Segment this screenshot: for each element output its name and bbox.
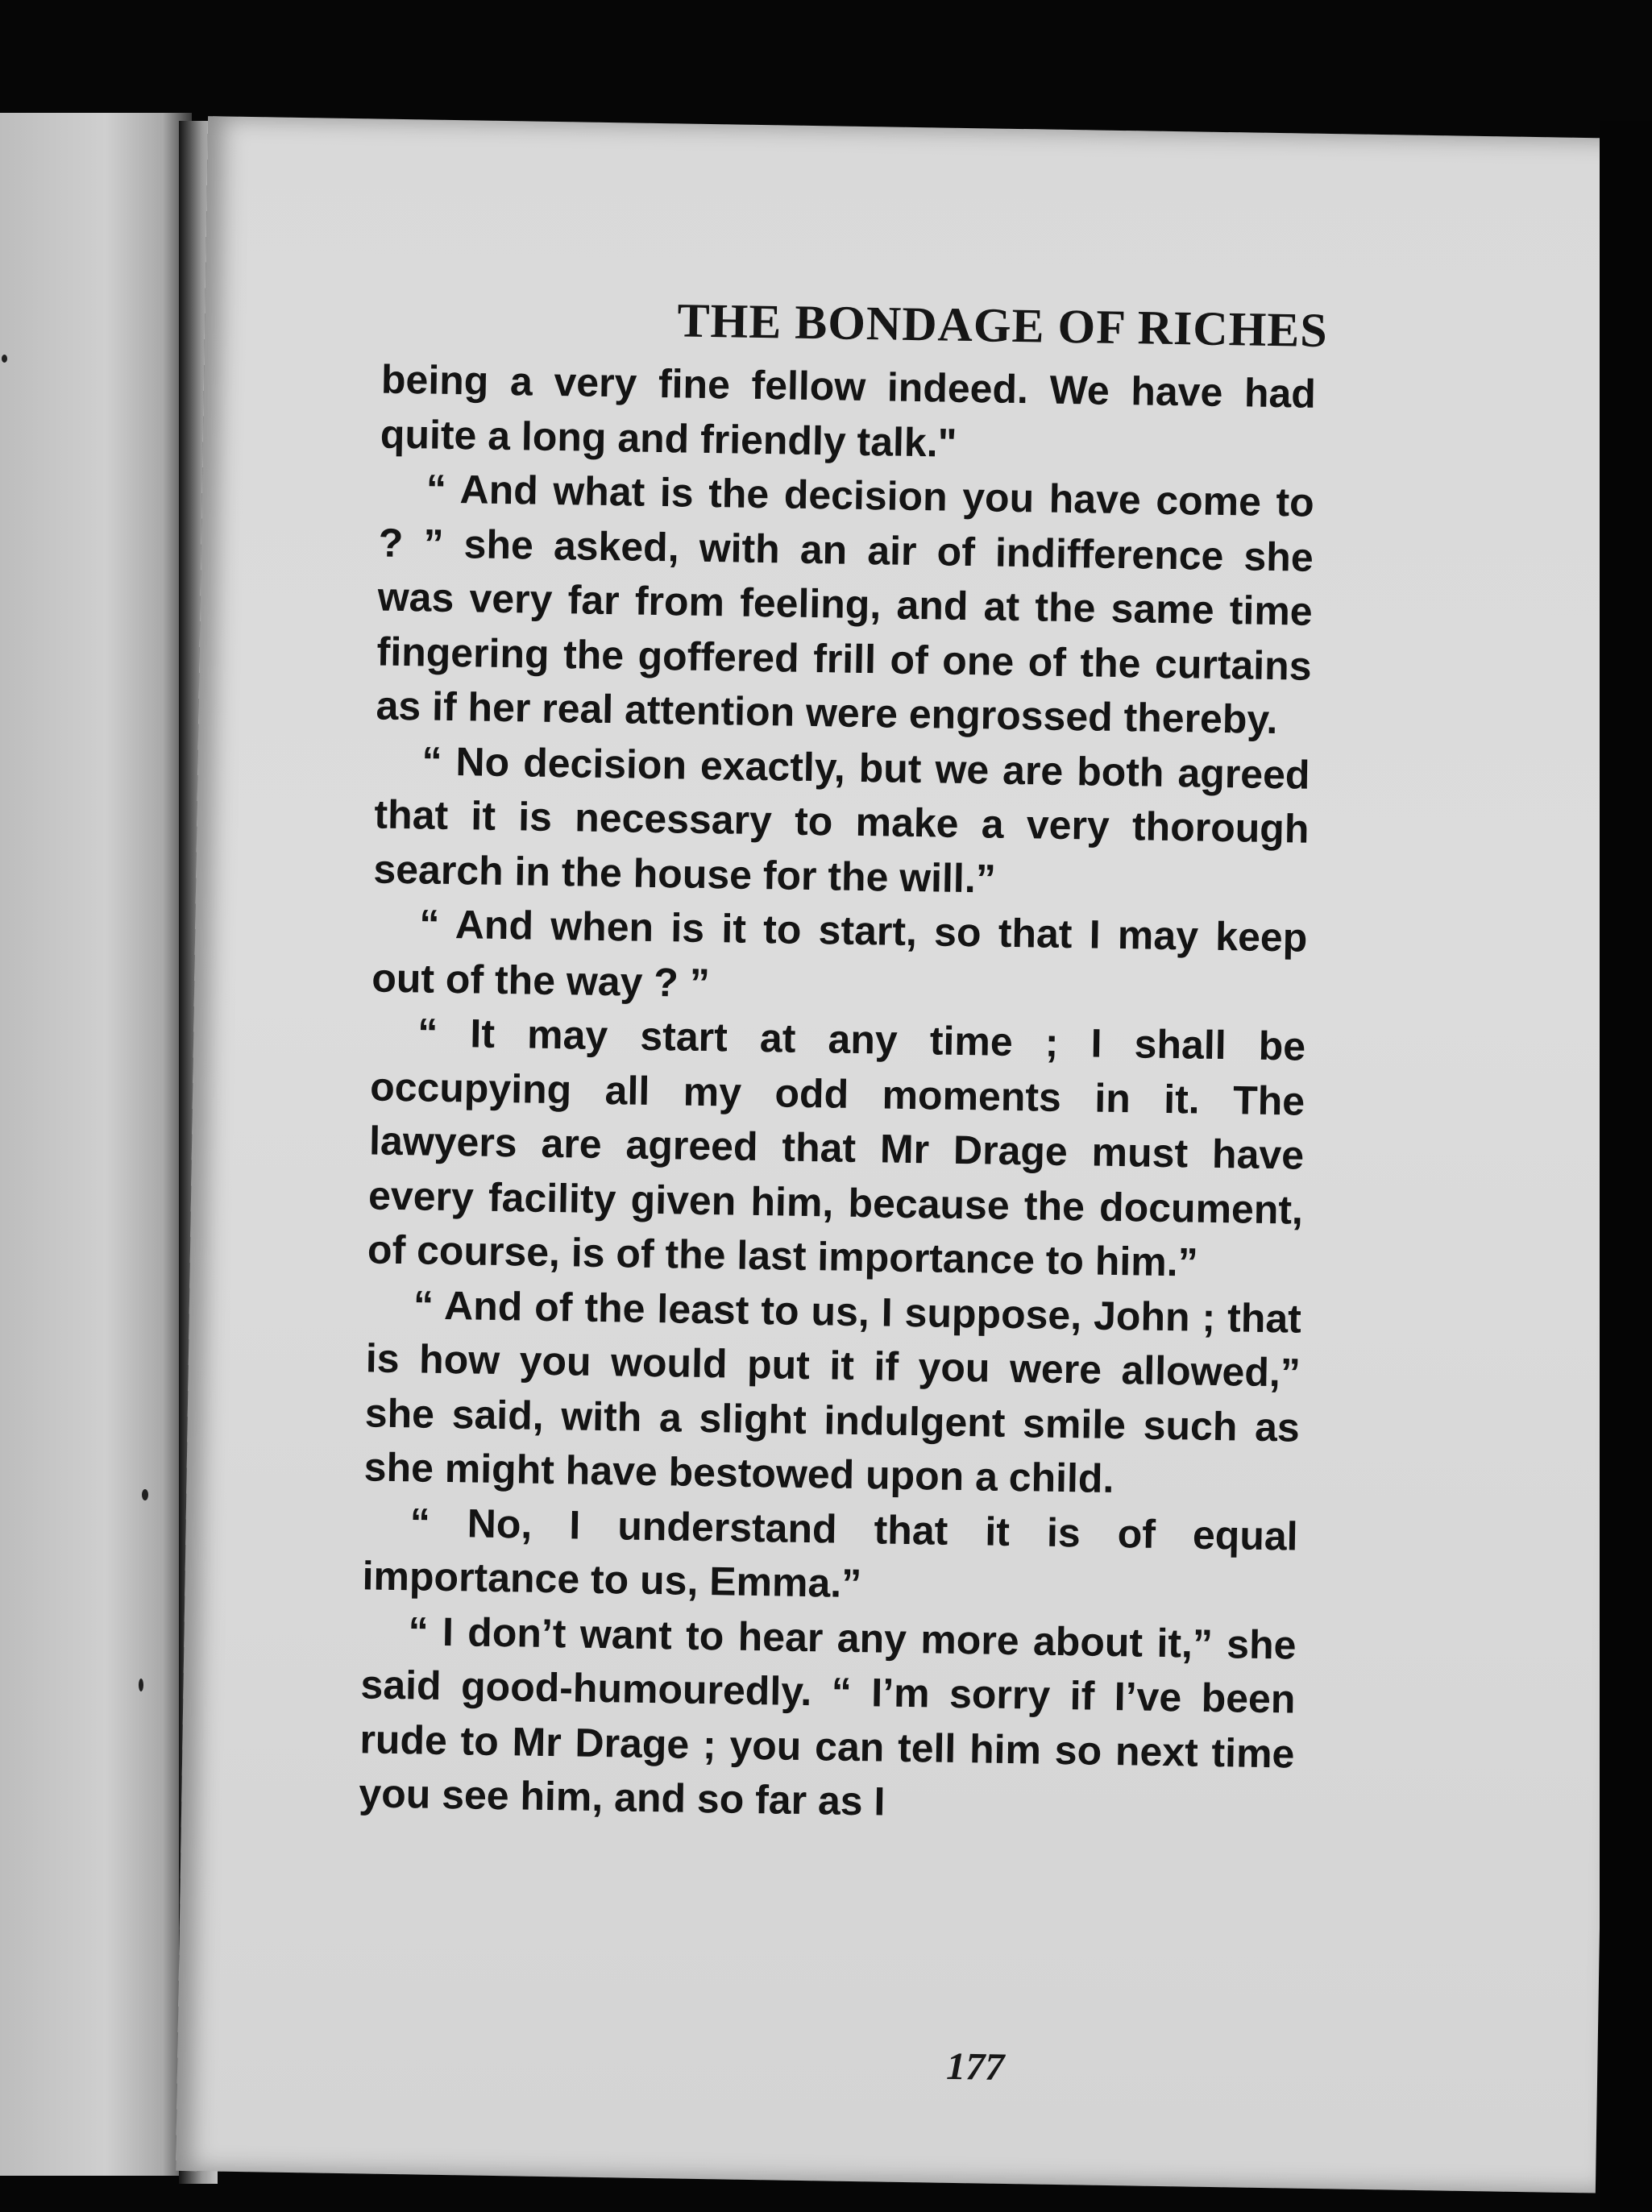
paragraph: “ It may start at any time ; I shall be occupying all my odd moments in it. The lawyers are agreed that Mr Drage must have every facility given him, because the document, of course, is of the last importance to him.” [367,1010,1306,1285]
ink-speck [2,355,7,363]
paragraph: “ And of the least to us, I suppose, John ; that is how you would put it if you were allowed,” she said, with a slight indulgent smile such as she might have bestowed upon a child. [363,1281,1302,1502]
paragraph: being a very fine fellow indeed. We have had quite a long and friendly talk." [380,356,1317,466]
book-page [176,116,1628,2193]
running-head: THE BONDAGE OF RICHES [677,293,1329,358]
scan-border [1600,121,1652,2212]
paragraph: “ I don’t want to hear any more about it,” she said good-humouredly. “ I’m sorry if I’ve been rude to Mr Drage ; you can tell him so next time you see him, and so far as I [359,1608,1297,1824]
paragraph: “ No decision exactly, but we are both agreed that it is necessary to make a very thorough search in the house for the will.” [373,737,1310,902]
paragraph: “ And when is it to start, so that I may keep out of the way ? ” [371,901,1308,1006]
page-body [359,353,1316,1836]
ink-speck [142,1489,148,1500]
ink-speck [139,1679,143,1691]
left-facing-page [0,113,192,2176]
paragraph: “ No, I understand that it is of equal importance to us, Emma.” [362,1499,1299,1607]
paragraph: “ And what is the decision you have come to ? ” she asked, with an air of indifference she was very far from feeling, and at the same time fingering the goffered frill of one of the curtains as if her real attention were engrossed thereby. [376,466,1315,743]
page-number: 177 [945,2044,1005,2089]
